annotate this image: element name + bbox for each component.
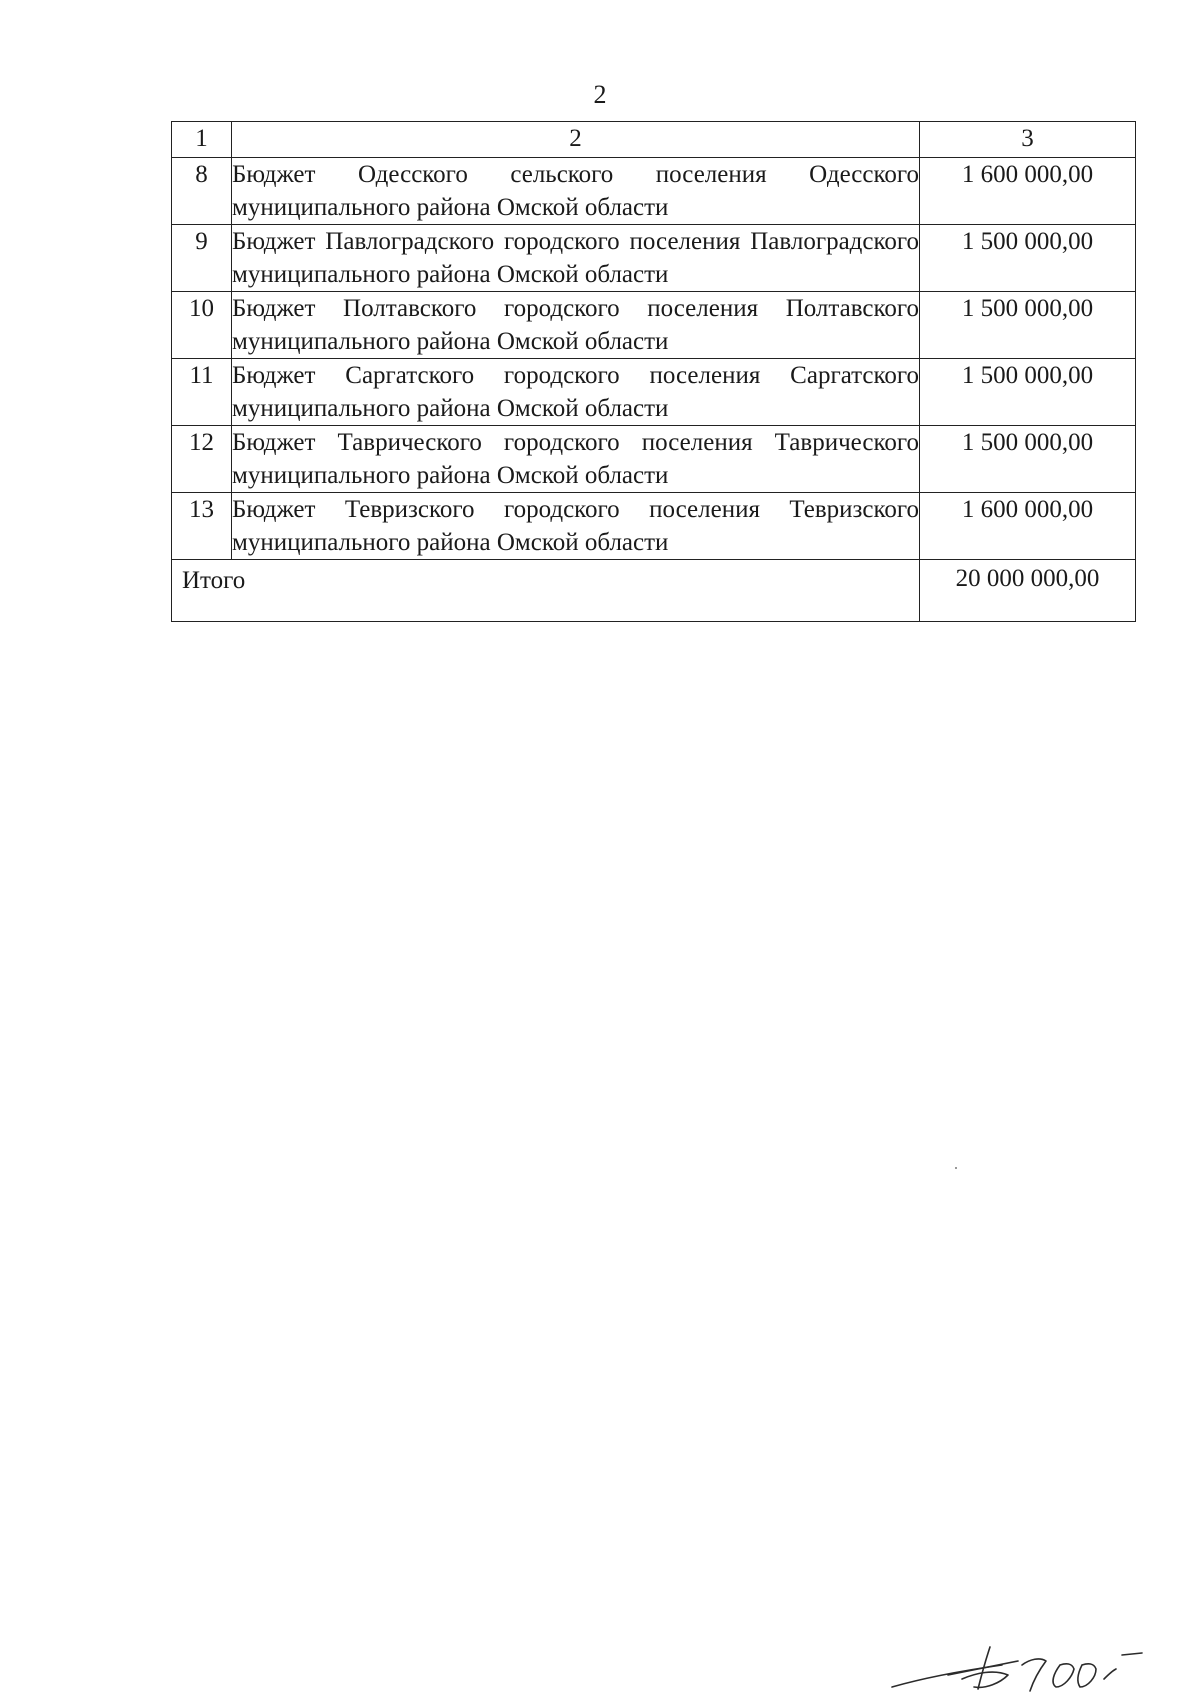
table-row — [172, 158, 1136, 225]
row-number: 12 — [172, 426, 232, 493]
table-row — [172, 225, 1136, 292]
row-number: 10 — [172, 292, 232, 359]
table-row — [172, 292, 1136, 359]
row-budget-name: Бюджет Таврического городского поселения Таврического муниципального района Омской области — [232, 426, 920, 493]
row-number: 8 — [172, 158, 232, 225]
handwritten-signature — [890, 1635, 1160, 1695]
total-label: Итого — [172, 560, 920, 622]
row-budget-name: Бюджет Тевризского городского поселения Тевризского муниципального района Омской области — [232, 493, 920, 560]
column-header-number: 1 — [172, 122, 232, 158]
row-number: 9 — [172, 225, 232, 292]
column-header-name: 2 — [232, 122, 920, 158]
row-budget-name: Бюджет Саргатского городского поселения Саргатского муниципального района Омской области — [232, 359, 920, 426]
row-amount: 1 600 000,00 — [920, 158, 1136, 225]
row-budget-name: Бюджет Одесского сельского поселения Одесского муниципального района Омской области — [232, 158, 920, 225]
table-row — [172, 493, 1136, 560]
table-row — [172, 426, 1136, 493]
total-row — [172, 560, 1136, 622]
row-amount: 1 500 000,00 — [920, 225, 1136, 292]
row-budget-name: Бюджет Полтавского городского поселения Полтавского муниципального района Омской области — [232, 292, 920, 359]
row-number: 11 — [172, 359, 232, 426]
table-row — [172, 359, 1136, 426]
page-number: 2 — [593, 80, 607, 109]
column-header-amount: 3 — [920, 122, 1136, 158]
row-amount: 1 500 000,00 — [920, 426, 1136, 493]
row-amount: 1 500 000,00 — [920, 292, 1136, 359]
row-number: 13 — [172, 493, 232, 560]
total-amount: 20 000 000,00 — [920, 560, 1136, 622]
row-amount: 1 600 000,00 — [920, 493, 1136, 560]
row-budget-name: Бюджет Павлоградского городского поселения Павлоградского муниципального района Омской области — [232, 225, 920, 292]
row-amount: 1 500 000,00 — [920, 359, 1136, 426]
scan-speck — [955, 1167, 957, 1169]
budget-distribution-table — [171, 121, 1136, 622]
table-header-row — [172, 122, 1136, 158]
